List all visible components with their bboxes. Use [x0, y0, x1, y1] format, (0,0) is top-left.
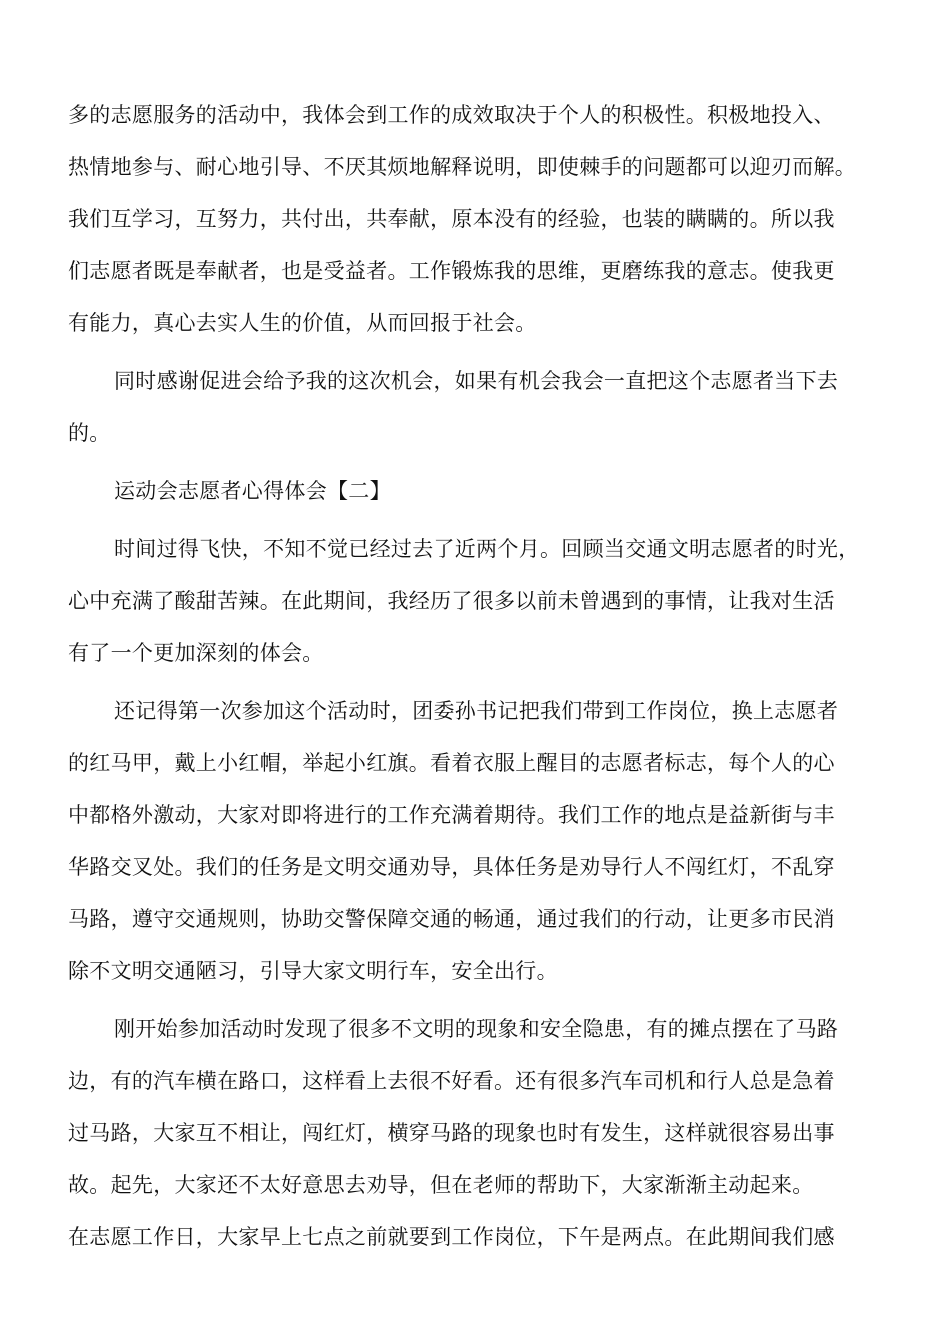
text-line: 过马路，大家互不相让，闯红灯，横穿马路的现象也时有发生，这样就很容易出事 — [68, 1121, 835, 1145]
section-heading — [68, 465, 884, 517]
document-page — [68, 89, 884, 1263]
text-line: 边，有的汽车横在路口，这样看上去很不好看。还有很多汽车司机和行人总是急着 — [68, 1069, 835, 1093]
paragraph-4 — [68, 685, 884, 997]
text-line: 华路交叉处。我们的任务是文明交通劝导，具体任务是劝导行人不闯红灯，不乱穿 — [68, 855, 835, 879]
text-line: 的红马甲，戴上小红帽，举起小红旗。看着衣服上醒目的志愿者标志，每个人的心 — [68, 751, 835, 775]
text-line: 同时感谢促进会给予我的这次机会，如果有机会我会一直把这个志愿者当下去 — [114, 369, 839, 393]
text-line: 我们互学习，互努力，共付出，共奉献，原本没有的经验，也装的瞒瞒的。所以我 — [68, 207, 835, 231]
text-line: 除不文明交通陋习，引导大家文明行车，安全出行。 — [68, 959, 558, 983]
text-line: 们志愿者既是奉献者，也是受益者。工作锻炼我的思维，更磨练我的意志。使我更 — [68, 259, 835, 283]
heading-text: 运动会志愿者心得体会【二】 — [114, 479, 391, 503]
text-line: 心中充满了酸甜苦辣。在此期间，我经历了很多以前未曾遇到的事情，让我对生活 — [68, 589, 835, 613]
paragraph-1 — [68, 89, 884, 349]
text-line: 热情地参与、耐心地引导、不厌其烦地解释说明，即使棘手的问题都可以迎刃而解。 — [68, 155, 857, 179]
text-line: 有能力，真心去实人生的价值，从而回报于社会。 — [68, 311, 537, 335]
text-line: 马路，遵守交通规则，协助交警保障交通的畅通，通过我们的行动，让更多市民消 — [68, 907, 835, 931]
text-line: 在志愿工作日，大家早上七点之前就要到工作岗位，下午是两点。在此期间我们感 — [68, 1225, 835, 1249]
text-line: 有了一个更加深刻的体会。 — [68, 641, 324, 665]
text-line: 的。 — [68, 421, 111, 445]
text-line: 中都格外激动，大家对即将进行的工作充满着期待。我们工作的地点是益新街与丰 — [68, 803, 835, 827]
text-line: 刚开始参加活动时发现了很多不文明的现象和安全隐患，有的摊点摆在了马路 — [114, 1017, 839, 1041]
paragraph-2 — [68, 355, 884, 459]
text-line: 时间过得飞快，不知不觉已经过去了近两个月。回顾当交通文明志愿者的时光， — [114, 537, 860, 561]
paragraph-3 — [68, 523, 884, 679]
text-line: 故。起先，大家还不太好意思去劝导，但在老师的帮助下，大家渐渐主动起来。 — [68, 1173, 814, 1197]
text-line: 还记得第一次参加这个活动时，团委孙书记把我们带到工作岗位，换上志愿者 — [114, 699, 839, 723]
text-line: 多的志愿服务的活动中，我体会到工作的成效取决于个人的积极性。积极地投入、 — [68, 103, 835, 127]
paragraph-5 — [68, 1003, 884, 1263]
